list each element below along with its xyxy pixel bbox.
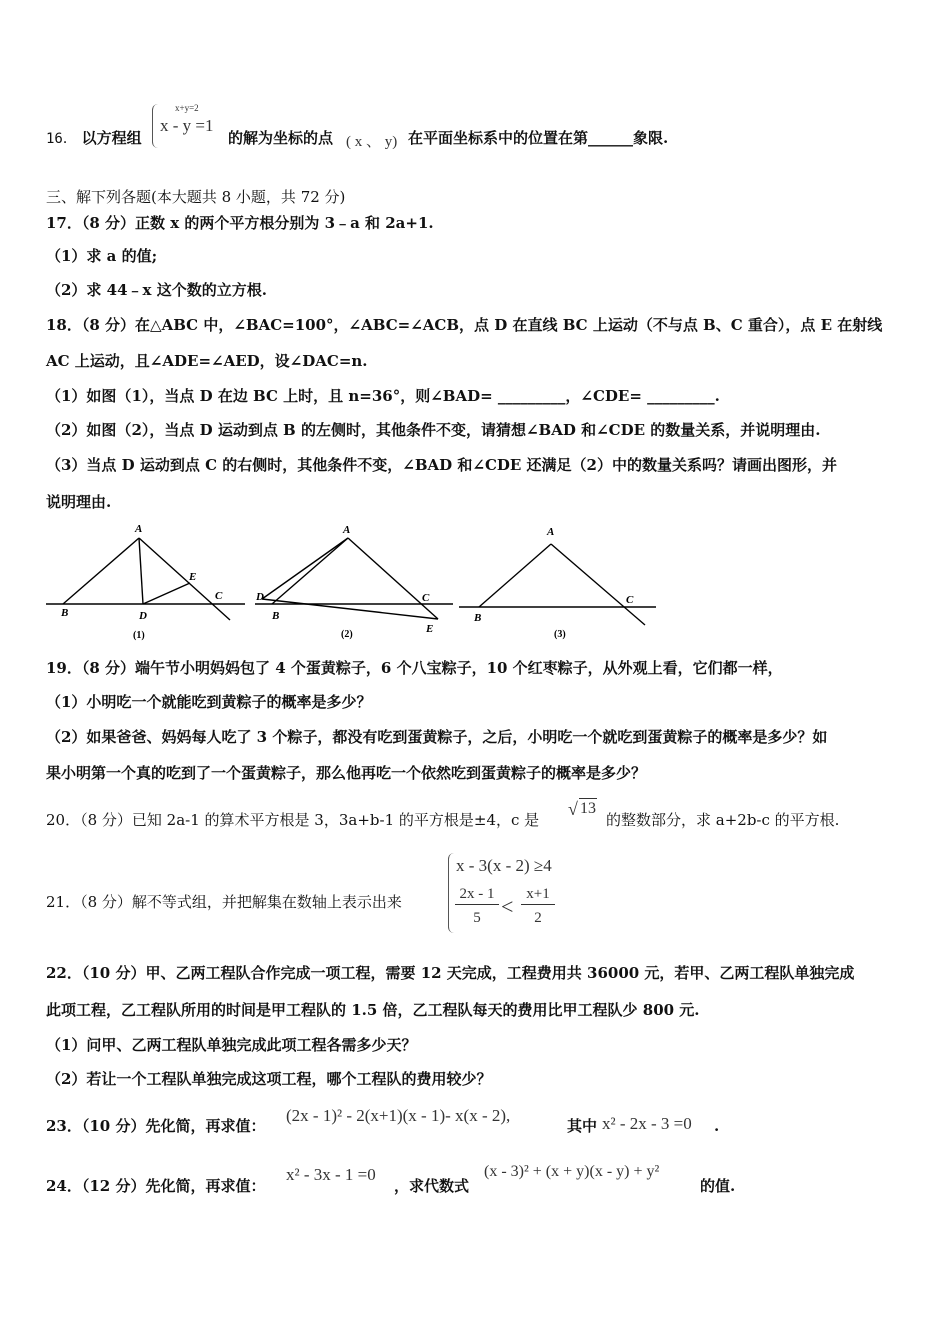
q17-part2: （2）求 44﹣x 这个数的立方根.	[46, 281, 267, 299]
q17-part1: （1）求 a 的值;	[46, 247, 158, 265]
q22-stem-1: 22．（10 分）甲、乙两工程队合作完成一项工程，需要 12 天完成，工程费用共 36000 元，若甲、乙两工程队单独完成	[46, 964, 855, 982]
q20-post: 的整数部分，求 a+2b-c 的平方根.	[606, 811, 840, 829]
fig2-side-ab	[272, 538, 348, 604]
q23-pre: 23．（10 分）先化简，再求值：	[46, 1117, 266, 1135]
fig3-caption: (3)	[554, 629, 566, 640]
q22-part1: （1）问甲、乙两工程队单独完成此项工程各需多少天？	[46, 1036, 417, 1054]
q23-mid: 其中	[567, 1117, 598, 1135]
fig1-label-c: C	[215, 590, 223, 602]
fig1-segment-de	[143, 583, 190, 604]
q16-line	[46, 128, 142, 149]
q22-part2: （2）若让一个工程队单独完成这项工程，哪个工程队的费用较少？	[46, 1070, 492, 1088]
q16-pre: 以方程组	[81, 129, 142, 147]
fig3-side-ac	[551, 544, 645, 625]
fig2-label-d: D	[256, 591, 264, 603]
fig1-label-a: A	[135, 523, 143, 535]
q18-part2: （2）如图（2），当点 D 运动到点 B 的左侧时，其他条件不变，请猜想∠BAD 和∠CDE 的数量关系，并说明理由.	[46, 421, 821, 439]
fig2-label-c: C	[422, 592, 430, 604]
q18-part1: （1）如图（1），当点 D 在边 BC 上时，且 n=36°，则∠BAD= _________，∠CDE= _________.	[46, 387, 720, 405]
q18-figures	[0, 515, 950, 645]
fig2-side-ac	[348, 538, 438, 619]
q22-stem-2: 此项工程，乙工程队所用的时间是甲工程队的 1.5 倍，乙工程队每天的费用比甲工程队少 800 元.	[46, 1001, 700, 1019]
q16-system-eq1: x+y=2	[175, 103, 199, 113]
q16-post: 在平面坐标系中的位置在第______象限.	[408, 129, 669, 147]
q16-point: ( x 、 y)	[346, 134, 398, 150]
q23-end: .	[714, 1117, 720, 1135]
fig1-side-ab	[63, 538, 139, 604]
q24-mid: ，求代数式	[394, 1177, 470, 1195]
q24-end: 的值.	[700, 1177, 736, 1195]
fig2-label-a: A	[343, 524, 351, 536]
fig2-caption: (2)	[341, 629, 353, 640]
q19-part2-1: （2）如果爸爸、妈妈每人吃了 3 个粽子，都没有吃到蛋黄粽子，之后，小明吃一个就吃到蛋黄粽子的概率是多少？如	[46, 728, 828, 746]
q16-system-brace	[152, 104, 159, 148]
q19-stem: 19．（8 分）端午节小明妈妈包了 4 个蛋黄粽子，6 个八宝粽子，10 个红枣粽子，从外观上看，它们都一样，	[46, 659, 783, 677]
q24-pre: 24．（12 分）先化简，再求值：	[46, 1177, 266, 1195]
fig1-label-e: E	[189, 571, 197, 583]
fig1-segment-ad	[139, 538, 143, 604]
q21-lt: <	[501, 894, 514, 919]
q19-part2-2: 果小明第一个真的吃到了一个蛋黄粽子，那么他再吃一个依然吃到蛋黄粽子的概率是多少？	[46, 764, 647, 782]
q24-condition: x² - 3x - 1 =0	[286, 1165, 376, 1184]
fig1-caption: (1)	[133, 630, 145, 641]
q17-stem: 17．（8 分）正数 x 的两个平方根分别为 3﹣a 和 2a+1.	[46, 214, 434, 232]
fig2-segment-ad	[262, 538, 348, 599]
q21-system-brace	[448, 853, 455, 933]
q24-expression: (x - 3)² + (x + y)(x - y) + y²	[484, 1163, 660, 1180]
section-3-title: 三、解下列各题(本大题共 8 小题，共 72 分)	[46, 188, 346, 206]
q18-stem-2: AC 上运动，且∠ADE=∠AED，设∠DAC=n.	[46, 352, 368, 370]
fig2-segment-de	[262, 599, 438, 619]
q21-ineq1: x - 3(x - 2) ≥4	[456, 856, 552, 875]
fig3-label-c: C	[626, 594, 634, 606]
fig3-side-ab	[479, 544, 551, 607]
fig1-side-ac	[139, 538, 230, 620]
q16-system-eq2: x - y =1	[160, 116, 214, 135]
fig2-label-b: B	[272, 610, 280, 622]
q23-condition: x² - 2x - 3 =0	[602, 1114, 692, 1133]
q20-sqrt-radicand: 13	[580, 800, 596, 817]
fig1-label-b: B	[61, 607, 69, 619]
q18-stem-1: 18．（8 分）在△ABC 中，∠BAC=100°，∠ABC=∠ACB，点 D 在直线 BC 上运动（不与点 B、C 重合），点 E 在射线	[46, 316, 883, 334]
q21-frac1-num: 2x - 1	[455, 886, 499, 905]
q16-mid: 的解为坐标的点	[228, 129, 334, 147]
fig1-label-d: D	[139, 610, 147, 622]
q18-part3-1: （3）当点 D 运动到点 C 的右侧时，其他条件不变，∠BAD 和∠CDE 还满足（2）中的数量关系吗？请画出图形，并	[46, 456, 837, 474]
fig2-label-e: E	[426, 623, 434, 635]
q16-number: 16．	[46, 131, 77, 147]
q21-text: 21．（8 分）解不等式组，并把解集在数轴上表示出来	[46, 893, 402, 911]
fig3-label-b: B	[474, 612, 482, 624]
fig3-label-a: A	[547, 526, 555, 538]
q18-part3-2: 说明理由.	[46, 493, 112, 511]
q19-part1: （1）小明吃一个就能吃到黄粽子的概率是多少？	[46, 693, 372, 711]
q20-pre: 20．（8 分）已知 2a-1 的算术平方根是 3，3a+b-1 的平方根是±4，c 是	[46, 811, 540, 829]
q23-expression: (2x - 1)² - 2(x+1)(x - 1)- x(x - 2),	[286, 1106, 511, 1125]
q21-frac2-den: 2	[534, 910, 542, 926]
q21-frac1-den: 5	[473, 910, 481, 926]
q21-frac2-num: x+1	[521, 886, 555, 905]
